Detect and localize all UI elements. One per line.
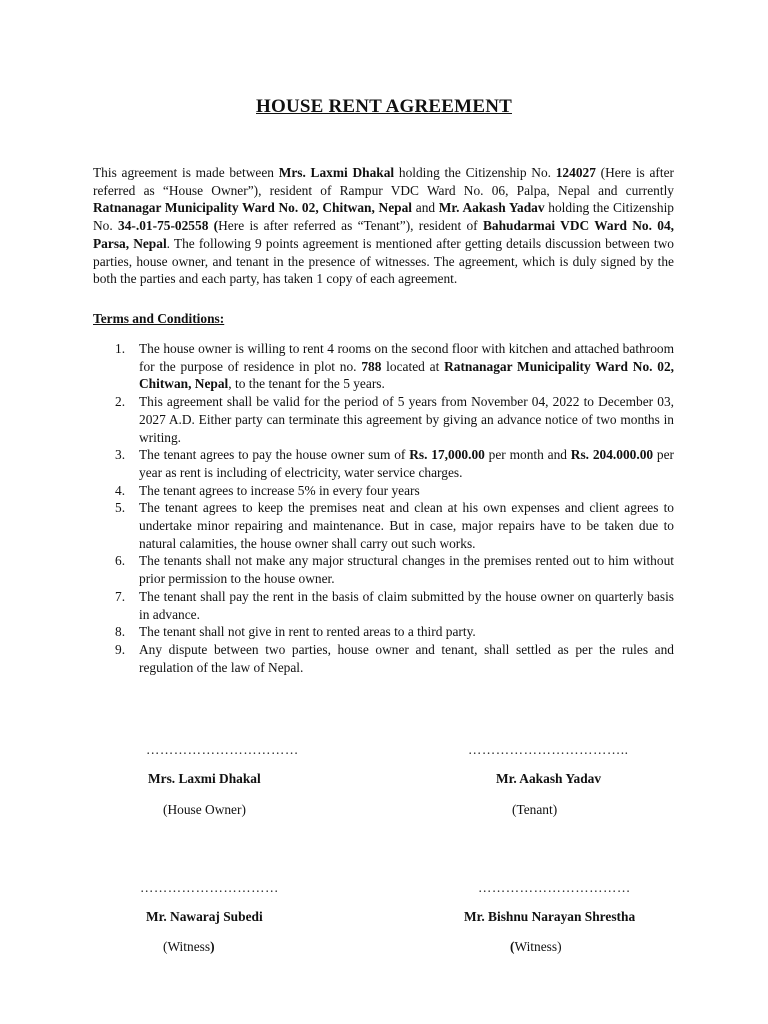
witness1-signature-role xyxy=(163,939,215,955)
yearly-rent: Rs. 204.000.00 xyxy=(570,447,654,463)
intro-text: holding the Citizenship No. xyxy=(93,200,674,234)
term-item xyxy=(93,623,674,641)
tenant-citizenship-no: 34-.01-75-02558 xyxy=(118,218,209,234)
owner-signature-role: (House Owner) xyxy=(163,802,246,817)
term-item xyxy=(93,340,674,393)
intro-text: and xyxy=(412,200,439,216)
witness-label: (Witness xyxy=(163,939,211,954)
owner-signature-line: …………………………… xyxy=(146,742,299,757)
term-number: 5. xyxy=(115,500,126,516)
witness2-signature-role xyxy=(510,939,562,955)
term-item xyxy=(93,552,674,587)
term-number: 6. xyxy=(115,553,126,569)
tenant-signature-name: Mr. Aakash Yadav xyxy=(496,771,602,786)
tenant-signature-line: …………………………….. xyxy=(468,742,629,757)
term-item xyxy=(93,446,674,481)
witness1-signature-name: Mr. Nawaraj Subedi xyxy=(146,909,263,924)
plot-number: 788 xyxy=(361,358,382,374)
tenant-signature-role: (Tenant) xyxy=(512,802,558,817)
property-location: Ratnanagar Municipality Ward No. 02, Chitwan, Nepal xyxy=(139,358,675,392)
intro-paragraph xyxy=(93,164,674,288)
tenant-name: Mr. Aakash Yadav xyxy=(438,200,545,216)
term-text: The tenant agrees to keep the premises neat and clean at his own expenses and client agrees to undertake minor repairing and maintenance. But in case, major repairs have to be taken due to natural calamities, the house owner shall carry out such works. xyxy=(139,500,674,551)
witness2-signature-line: …………………………… xyxy=(478,880,631,895)
monthly-rent: Rs. 17,000.00 xyxy=(409,447,485,463)
term-item xyxy=(93,641,674,676)
term-text: Any dispute between two parties, house owner and tenant, shall settled as per the rules and regulation of the law of Nepal. xyxy=(139,641,674,675)
document-title: HOUSE RENT AGREEMENT xyxy=(256,96,512,117)
term-item xyxy=(93,393,674,446)
intro-text: . The following 9 points agreement is mentioned after getting details discussion between two parties, house owner, and tenant in the presence of witnesses. The agreement, which is duly signed by the both the parties and each party, has taken 1 copy of each agreement. xyxy=(93,235,674,287)
term-text: , to the tenant for the 5 years. xyxy=(228,376,385,392)
term-number: 4. xyxy=(115,482,126,498)
terms-heading: Terms and Conditions: xyxy=(93,311,225,326)
term-number: 2. xyxy=(115,394,126,410)
owner-name: Mrs. Laxmi Dhakal xyxy=(278,165,395,180)
term-number: 9. xyxy=(115,641,126,657)
intro-text: ( xyxy=(208,218,219,234)
term-number: 1. xyxy=(115,341,126,356)
term-text: located at xyxy=(381,358,445,374)
term-item xyxy=(93,499,674,552)
term-text: The tenant agrees to increase 5% in every four years xyxy=(139,482,420,498)
term-item xyxy=(93,588,674,623)
term-text: The tenant shall not give in rent to rented areas to a third party. xyxy=(139,624,476,640)
term-number: 8. xyxy=(115,624,126,640)
term-text: This agreement shall be valid for the period of 5 years from November 04, 2022 to December 03, 2027 A.D. Either party can terminate this agreement by giving an advance notice of two months in writing. xyxy=(139,394,674,445)
term-text: The house owner is willing to rent 4 rooms on the second floor with kitchen and attached bathroom for the purpose of residence in plot no. xyxy=(139,341,674,374)
witness-label: ( xyxy=(510,939,515,954)
term-text: per year as rent is including of electricity, water service charges. xyxy=(139,447,675,480)
owner-citizenship-no: 124027 xyxy=(555,165,596,180)
witness1-signature-line: ………………………… xyxy=(140,880,279,895)
term-text: The tenant agrees to pay the house owner sum of xyxy=(139,447,410,463)
witness2-signature-name: Mr. Bishnu Narayan Shrestha xyxy=(464,909,636,924)
term-text: The tenants shall not make any major structural changes in the premises rented out to him without prior permission to the house owner. xyxy=(139,553,674,587)
term-text: The tenant shall pay the rent in the basis of claim submitted by the house owner on quarterly basis in advance. xyxy=(139,588,674,622)
owner-signature-name: Mrs. Laxmi Dhakal xyxy=(148,771,261,786)
term-text: per month and xyxy=(484,447,571,463)
intro-text: holding the Citizenship No. xyxy=(394,165,556,180)
intro-text: Here is after referred as “Tenant”), resident of xyxy=(218,218,483,234)
term-number: 7. xyxy=(115,588,126,604)
owner-current-address: Ratnanagar Municipality Ward No. 02, Chitwan, Nepal xyxy=(93,200,413,216)
intro-text: (Here is after referred as “House Owner”), resident of Rampur VDC Ward No. 06, Palpa, Nepal and currently xyxy=(93,165,674,198)
terms-list xyxy=(93,340,674,676)
witness-label: Witness) xyxy=(514,939,562,954)
witness-label: ) xyxy=(210,939,215,954)
tenant-address: Bahudarmai VDC Ward No. 04, Parsa, Nepal xyxy=(93,218,674,251)
term-item xyxy=(93,482,674,500)
term-number: 3. xyxy=(115,447,126,463)
intro-text: This agreement is made between xyxy=(93,165,279,180)
